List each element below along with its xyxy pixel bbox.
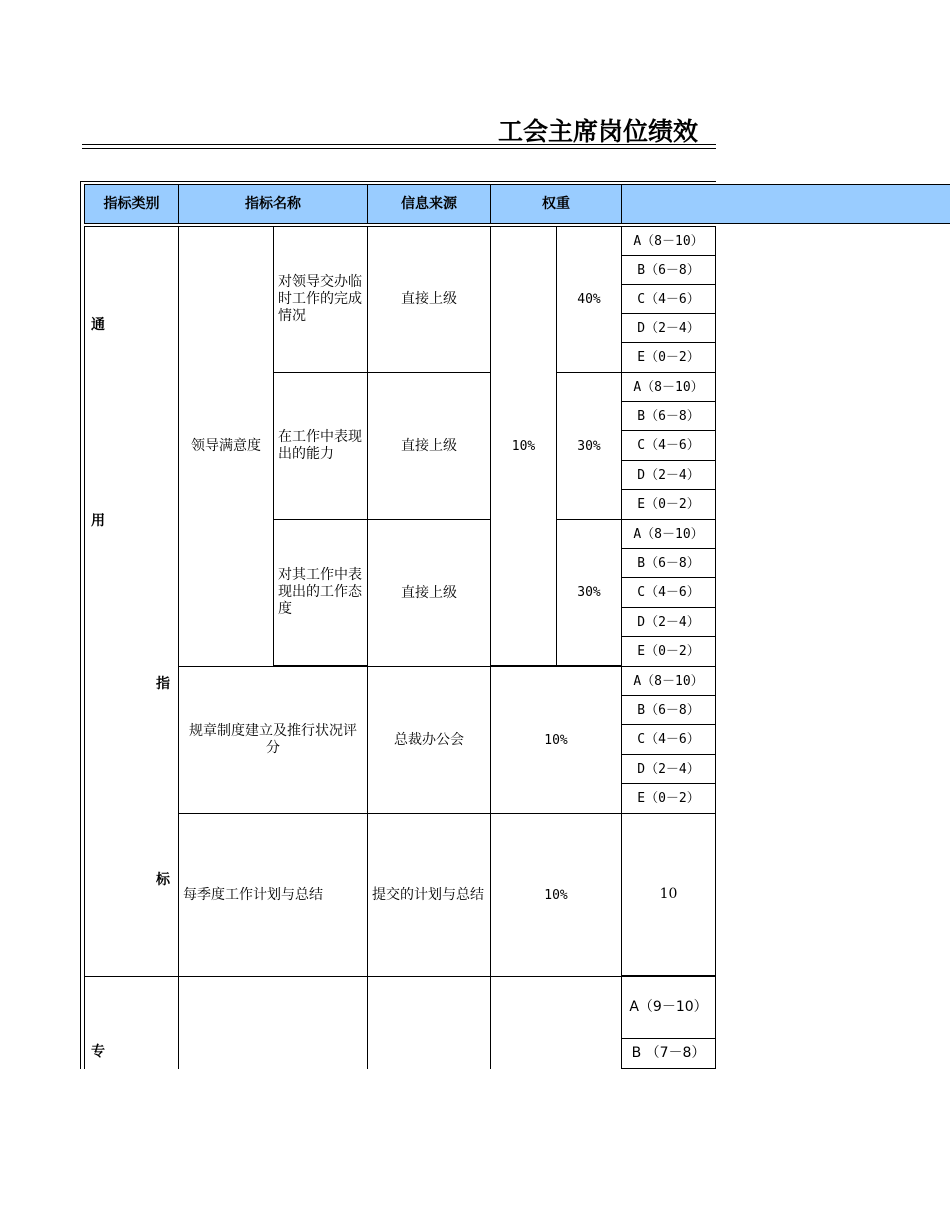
grade-cell: E（0－2） bbox=[622, 342, 716, 372]
leader-satisfaction-cell: 领导满意度 bbox=[179, 226, 274, 666]
grade-cell: D（2－4） bbox=[622, 607, 716, 636]
grade-cell: D（2－4） bbox=[622, 313, 716, 342]
grade-cell: E（0－2） bbox=[622, 636, 716, 666]
grade-cell: C（4－6） bbox=[622, 577, 716, 607]
grade-cell: E（0－2） bbox=[622, 783, 716, 813]
category-char-2: 用 bbox=[91, 513, 105, 529]
rules-item-source: 总裁办公会 bbox=[368, 666, 491, 813]
category-char-1: 通 bbox=[91, 317, 105, 333]
plan-item-score: 10 bbox=[622, 813, 716, 976]
header-extra bbox=[622, 184, 950, 224]
header-source: 信息来源 bbox=[368, 184, 491, 224]
sub-item-name-3: 对其工作中表现出的工作态度 bbox=[274, 519, 368, 666]
plan-item-name: 每季度工作计划与总结 bbox=[179, 813, 368, 976]
grade-cell: A（8－10） bbox=[622, 666, 716, 695]
table-outer-left bbox=[80, 181, 81, 1069]
page-title: 工会主席岗位绩效 bbox=[498, 117, 699, 146]
sub-item-name-2: 在工作中表现出的能力 bbox=[274, 372, 368, 519]
grade-cell: B（6－8） bbox=[622, 695, 716, 724]
leader-weight-cell: 10% bbox=[491, 226, 557, 666]
grade-cell: A（8－10） bbox=[622, 519, 716, 548]
grade-cell: A（8－10） bbox=[622, 226, 716, 255]
category-char-4: 标 bbox=[156, 872, 170, 888]
sub-item-name-1: 对领导交办临时工作的完成情况 bbox=[274, 226, 368, 372]
sub-item-source-1: 直接上级 bbox=[368, 226, 491, 372]
sub-item-source-2: 直接上级 bbox=[368, 372, 491, 519]
header-name: 指标名称 bbox=[179, 184, 368, 224]
grade-cell: C（4－6） bbox=[622, 430, 716, 460]
special-grade-cell: B （7－8） bbox=[621, 1038, 716, 1069]
special-name-cell bbox=[179, 976, 368, 1069]
grade-cell: C（4－6） bbox=[622, 724, 716, 754]
rules-item-weight: 10% bbox=[491, 666, 622, 813]
category-general-cell bbox=[84, 226, 179, 976]
special-grade-cell: A（9－10） bbox=[621, 976, 716, 1038]
grade-cell: B（6－8） bbox=[622, 401, 716, 430]
sub-item-weight-3: 30% bbox=[557, 519, 622, 666]
rules-item-name: 规章制度建立及推行状况评分 bbox=[179, 666, 368, 813]
title-rule-bottom bbox=[82, 148, 716, 149]
header-weight: 权重 bbox=[491, 184, 622, 224]
grade-cell: C（4－6） bbox=[622, 284, 716, 313]
grade-cell: D（2－4） bbox=[622, 754, 716, 783]
grade-cell: B（6－8） bbox=[622, 255, 716, 284]
table-top-border bbox=[80, 181, 716, 182]
special-source-cell bbox=[368, 976, 491, 1069]
plan-item-source: 提交的计划与总结 bbox=[368, 813, 491, 976]
special-weight-cell bbox=[491, 976, 622, 1069]
sub-item-source-3: 直接上级 bbox=[368, 519, 491, 666]
category-special-char-1: 专 bbox=[91, 1044, 105, 1060]
grade-cell: A（8－10） bbox=[622, 372, 716, 401]
plan-item-weight: 10% bbox=[491, 813, 622, 976]
sub-item-weight-2: 30% bbox=[557, 372, 622, 519]
grade-cell: B（6－8） bbox=[622, 548, 716, 577]
category-char-3: 指 bbox=[156, 676, 170, 692]
title-rule-top bbox=[82, 144, 716, 145]
sub-item-weight-1: 40% bbox=[557, 226, 622, 372]
grade-cell: E（0－2） bbox=[622, 489, 716, 519]
grade-cell: D（2－4） bbox=[622, 460, 716, 489]
header-category: 指标类别 bbox=[84, 184, 179, 224]
